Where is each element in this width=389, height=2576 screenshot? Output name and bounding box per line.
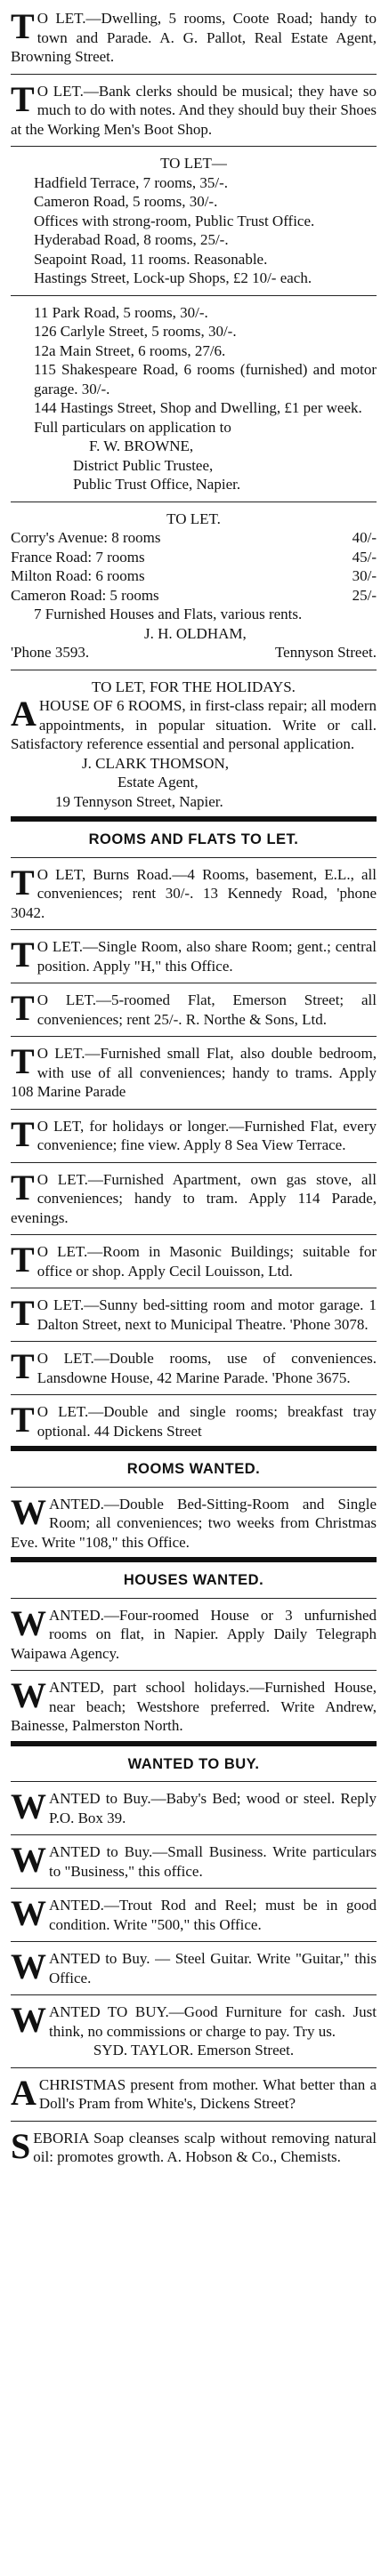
ad-christmas-pram [11, 2072, 377, 2114]
divider [11, 1109, 377, 1110]
drop-cap: T [11, 1400, 35, 1440]
ad-text: ANTED.—Trout Rod and Reel; must be in good condition. Write "500," this Office. [49, 1897, 377, 1933]
listing-line: Full particulars on application to [34, 418, 231, 436]
ad-item [11, 1675, 377, 1736]
listing-line: Hastings Street, Lock-up Shops, £2 10/- each. [34, 269, 312, 286]
ad-item [11, 1167, 377, 1228]
divider [11, 1994, 377, 1995]
ad-heading: TO LET, FOR THE HOLIDAYS. [92, 678, 296, 695]
ad-item [11, 1293, 377, 1334]
signature-name: F. W. BROWNE, [89, 437, 194, 454]
drop-cap: A [11, 2072, 36, 2113]
ad-item [11, 862, 377, 923]
divider [11, 1834, 377, 1835]
drop-cap: T [11, 1113, 35, 1154]
drop-cap: W [11, 1840, 46, 1880]
ad-text: ANTED TO BUY.—Good Furniture for cash. Just think, no commissions or charge to pay. Try us. [49, 2003, 377, 2040]
drop-cap: T [11, 935, 35, 975]
ad-coote-road [11, 6, 377, 67]
ad-seboria-soap [11, 2125, 377, 2167]
divider [11, 857, 377, 858]
ad-text: ANTED.—Four-roomed House or 3 unfurnished rooms on flat, in Napier. Apply Daily Telegraph Waipawa Agency. [11, 1606, 377, 1662]
price-row [11, 586, 377, 606]
ad-text: O LET.—Furnished Apartment, own gas stove, all conveniences; handy to tram. Apply 114 Parade, evenings. [11, 1170, 377, 1226]
section-rooms-wanted [11, 1460, 377, 1552]
drop-cap: T [11, 1346, 35, 1386]
section-divider [11, 1741, 377, 1746]
ad-text: O LET.—Room in Masonic Buildings; suitable for office or shop. Apply Cecil Louisson, Ltd. [36, 1243, 377, 1280]
ad-holidays [11, 678, 377, 812]
price-value: 25/- [352, 586, 377, 604]
ad-item [11, 1491, 377, 1553]
ad-item [11, 1602, 377, 1664]
drop-cap: T [11, 988, 35, 1028]
divider [11, 146, 377, 147]
divider [11, 1394, 377, 1395]
ad-text: O LET.—Double rooms, use of conveniences. Lansdowne House, 42 Marine Parade. 'Phone 3675. [36, 1350, 377, 1386]
ad-text: O LET.—Single Room, also share Room; gent.; central position. Apply "H," this Office. [36, 938, 377, 975]
drop-cap: W [11, 1786, 46, 1826]
divider [11, 1598, 377, 1599]
ad-oldham [11, 510, 377, 662]
ad-text: O LET, for holidays or longer.—Furnished Flat, every convenience; fine view. Apply 8 Sea View Terrace. [36, 1117, 377, 1153]
section-divider [11, 816, 377, 822]
ad-boot-shop [11, 78, 377, 140]
divider [11, 1888, 377, 1889]
ad-text: O LET.—Double and single rooms; breakfast tray optional. 44 Dickens Street [36, 1403, 377, 1440]
listing-line: 7 Furnished Houses and Flats, various rents. [34, 606, 303, 622]
ad-item [11, 1893, 377, 1934]
section-wanted-to-buy [11, 1755, 377, 2060]
section-houses-wanted [11, 1571, 377, 1736]
drop-cap: T [11, 1167, 35, 1208]
price-row [11, 548, 377, 567]
contact-row [11, 643, 377, 662]
ad-text: O LET, Burns Road.—4 Rooms, basement, E.L., all conveniences; rent 30/-. 13 Kennedy Road, 'phone 3042. [11, 865, 377, 921]
drop-cap: S [11, 2125, 31, 2166]
ad-item [11, 1402, 377, 1440]
phone: 'Phone 3593. [11, 644, 90, 661]
price-value: 40/- [352, 529, 377, 546]
divider [11, 295, 377, 296]
drop-cap: W [11, 1602, 46, 1643]
signature-address: Public Trust Office, Napier. [73, 476, 241, 493]
ad-item [11, 1041, 377, 1102]
ad-to-let-list [11, 154, 377, 288]
ad-text: O LET.—Dwelling, 5 rooms, Coote Road; handy to town and Parade. A. G. Pallot, Real Estate Agent, Browning Street. [11, 10, 377, 65]
drop-cap: T [11, 78, 35, 119]
ad-text: EBORIA Soap cleanses scalp without removing natural oil: promotes growth. A. Hobson & Co., Chemists. [33, 2129, 377, 2165]
divider [11, 1941, 377, 1942]
ad-item [11, 2002, 377, 2060]
section-divider [11, 1557, 377, 1562]
signature-title: Estate Agent, [118, 774, 199, 790]
listing-line: Hadfield Terrace, 7 rooms, 35/-. [34, 173, 229, 191]
listing-line: 12a Main Street, 6 rooms, 27/6. [34, 341, 226, 359]
drop-cap: W [11, 1675, 46, 1715]
signature-title: District Public Trustee, [73, 456, 214, 474]
drop-cap: T [11, 1041, 35, 1081]
ad-item [11, 988, 377, 1029]
divider [11, 1162, 377, 1163]
drop-cap: T [11, 1240, 35, 1280]
price-row [11, 528, 377, 548]
ad-item [11, 1786, 377, 1827]
drop-cap: W [11, 1893, 46, 1933]
ad-heading: TO LET. [166, 510, 221, 527]
drop-cap: W [11, 1491, 46, 1532]
price-value: 30/- [352, 567, 377, 584]
divider [11, 929, 377, 930]
ad-item [11, 937, 377, 975]
ad-item [11, 1242, 377, 1280]
divider [11, 2067, 377, 2068]
listing-line: 126 Carlyle Street, 5 rooms, 30/-. [34, 323, 237, 340]
divider [11, 2121, 377, 2122]
divider [11, 1670, 377, 1671]
ad-text: HOUSE OF 6 ROOMS, in first-class repair; all modern appointments, in popular situation. Write or call. Satisfactory reference essential and personal application. [11, 697, 377, 752]
drop-cap: T [11, 1293, 35, 1333]
ad-text: ANTED.—Double Bed-Sitting-Room and Single Room; all conveniences; two weeks from Christmas Eve. Write "108," this Office. [11, 1495, 377, 1551]
listing-line: 11 Park Road, 5 rooms, 30/-. [34, 303, 208, 321]
price-label: France Road: 7 rooms [11, 548, 145, 566]
divider [11, 1341, 377, 1342]
drop-cap: T [11, 862, 35, 903]
ad-text: ANTED to Buy.—Small Business. Write particulars to "Business," this office. [49, 1843, 377, 1880]
section-rooms-flats [11, 831, 377, 1440]
divider [11, 74, 377, 75]
ad-text: ANTED, part school holidays.—Furnished House, near beach; Westshore preferred. Write Andrew, Bainesse, Palmerston North. [11, 1679, 377, 1734]
section-divider [11, 1446, 377, 1451]
price-label: Corry's Avenue: 8 rooms [11, 529, 161, 546]
listing-line: 144 Hastings Street, Shop and Dwelling, £1 per week. [34, 399, 362, 416]
price-label: Milton Road: 6 rooms [11, 567, 145, 584]
listing-line: Seapoint Road, 11 rooms. Reasonable. [34, 250, 268, 268]
signature-name: J. H. OLDHAM, [144, 624, 247, 642]
drop-cap: A [11, 694, 36, 734]
ad-text: O LET.—Sunny bed-sitting room and motor garage. 1 Dalton Street, next to Municipal Theatre. 'Phone 3078. [36, 1296, 377, 1333]
signature-address: 19 Tennyson Street, Napier. [55, 792, 223, 810]
section-heading: ROOMS WANTED. [126, 1461, 261, 1477]
ad-text: CHRISTMAS present from mother. What better than a Doll's Pram from White's, Dickens Street? [38, 2075, 377, 2112]
section-heading: WANTED TO BUY. [127, 1755, 260, 1772]
ad-item [11, 1946, 377, 1987]
ad-item [11, 1346, 377, 1387]
ad-heading: TO LET— [160, 155, 227, 172]
drop-cap: T [11, 6, 35, 46]
address: Tennyson Street. [274, 644, 377, 661]
listing-line: 115 Shakespeare Road, 6 rooms (furnished) and motor garage. 30/-. [34, 361, 377, 397]
ad-text: ANTED to Buy. — Steel Guitar. Write "Guitar," this Office. [49, 1950, 377, 1986]
signature-name: SYD. TAYLOR. Emerson Street. [93, 2042, 295, 2058]
listing-line: Offices with strong-room, Public Trust Office. [34, 212, 315, 229]
ad-public-trustee [11, 303, 377, 494]
price-label: Cameron Road: 5 rooms [11, 586, 159, 604]
drop-cap: W [11, 1946, 46, 1986]
ad-item [11, 1113, 377, 1155]
divider [11, 1234, 377, 1235]
ad-text: O LET.—Furnished small Flat, also double bedroom, with use of all conveniences; handy to trams. Apply 108 Marine Parade [11, 1045, 377, 1100]
drop-cap: W [11, 2000, 46, 2040]
listing-line: Cameron Road, 5 rooms, 30/-. [34, 193, 218, 210]
listing-line: Hyderabad Road, 8 rooms, 25/-. [34, 231, 229, 248]
ad-text: ANTED to Buy.—Baby's Bed; wood or steel. Reply P.O. Box 39. [49, 1790, 377, 1826]
price-row [11, 566, 377, 586]
ad-text: O LET.—Bank clerks should be musical; they have so much to do with notes. And they should buy their Shoes at the Working Men's Boot Shop. [11, 82, 377, 138]
price-value: 45/- [352, 548, 377, 566]
divider [11, 1781, 377, 1782]
ad-item [11, 1842, 377, 1881]
section-heading: HOUSES WANTED. [123, 1572, 264, 1588]
signature-name: J. CLARK THOMSON, [82, 754, 229, 772]
divider [11, 1487, 377, 1488]
section-heading: ROOMS AND FLATS TO LET. [88, 831, 299, 847]
divider [11, 1036, 377, 1037]
ad-text: O LET.—5-roomed Flat, Emerson Street; all conveniences; rent 25/-. R. Northe & Sons, Ltd. [36, 991, 377, 1028]
